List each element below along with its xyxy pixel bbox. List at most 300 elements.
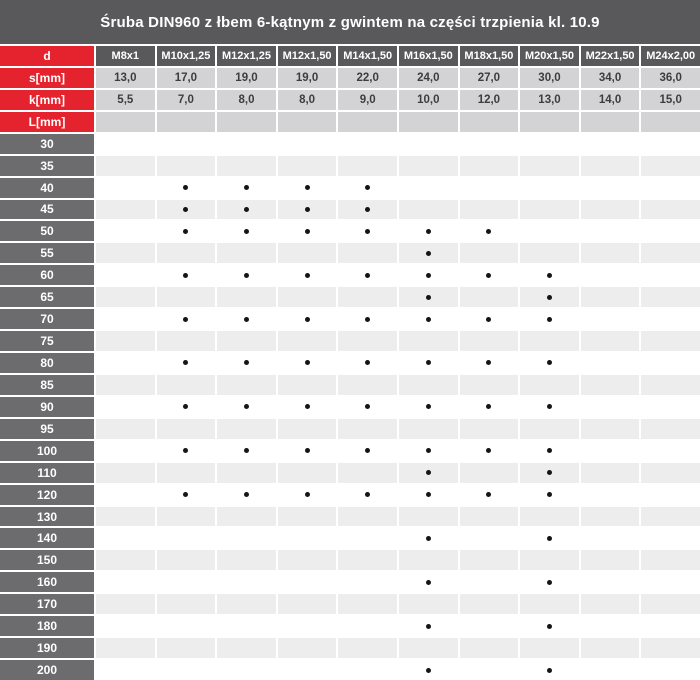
availability-cell (641, 660, 700, 680)
availability-dot (183, 492, 188, 497)
availability-cell (581, 638, 640, 658)
availability-cell (338, 419, 397, 439)
availability-cell (278, 660, 337, 680)
availability-cell (581, 572, 640, 592)
availability-dot (426, 668, 431, 673)
availability-cell (96, 572, 155, 592)
availability-cell (278, 419, 337, 439)
availability-cell (460, 463, 519, 483)
availability-dot (426, 624, 431, 629)
availability-cell (581, 594, 640, 614)
availability-cell (217, 594, 276, 614)
availability-cell (460, 265, 519, 285)
availability-cell (460, 200, 519, 220)
availability-cell (96, 463, 155, 483)
availability-cell (520, 353, 579, 373)
s-value: 19,0 (217, 68, 276, 88)
availability-cell (157, 485, 216, 505)
availability-dot (547, 404, 552, 409)
availability-cell (399, 243, 458, 263)
availability-cell (157, 353, 216, 373)
length-label: 40 (0, 178, 94, 198)
length-label: 200 (0, 660, 94, 680)
length-label: 160 (0, 572, 94, 592)
availability-cell (520, 221, 579, 241)
availability-dot (547, 295, 552, 300)
availability-cell (96, 265, 155, 285)
empty-cell (96, 112, 155, 132)
availability-cell (520, 287, 579, 307)
availability-dot (547, 317, 552, 322)
availability-cell (217, 375, 276, 395)
availability-cell (399, 616, 458, 636)
availability-cell (157, 397, 216, 417)
availability-cell (157, 134, 216, 154)
k-value: 15,0 (641, 90, 700, 110)
availability-dot (305, 492, 310, 497)
availability-cell (217, 660, 276, 680)
k-value: 8,0 (217, 90, 276, 110)
availability-dot (305, 207, 310, 212)
availability-cell (157, 309, 216, 329)
availability-dot (486, 229, 491, 234)
availability-cell (460, 550, 519, 570)
availability-cell (460, 243, 519, 263)
availability-cell (641, 200, 700, 220)
availability-cell (278, 331, 337, 351)
availability-cell (460, 572, 519, 592)
availability-cell (338, 507, 397, 527)
availability-cell (96, 419, 155, 439)
availability-cell (278, 200, 337, 220)
availability-cell (460, 353, 519, 373)
length-label: 65 (0, 287, 94, 307)
availability-cell (96, 550, 155, 570)
availability-cell (157, 287, 216, 307)
availability-cell (520, 200, 579, 220)
k-value: 13,0 (520, 90, 579, 110)
availability-cell (157, 200, 216, 220)
availability-cell (581, 616, 640, 636)
availability-cell (338, 638, 397, 658)
availability-cell (278, 507, 337, 527)
availability-cell (581, 134, 640, 154)
s-value: 24,0 (399, 68, 458, 88)
availability-dot (547, 273, 552, 278)
column-header-m18x1-50: M18x1,50 (460, 46, 519, 66)
availability-cell (338, 660, 397, 680)
empty-cell (641, 112, 700, 132)
availability-dot (183, 404, 188, 409)
availability-cell (460, 441, 519, 461)
availability-cell (641, 309, 700, 329)
availability-cell (520, 134, 579, 154)
availability-cell (641, 331, 700, 351)
availability-cell (520, 594, 579, 614)
s-value: 36,0 (641, 68, 700, 88)
availability-cell (338, 200, 397, 220)
empty-cell (217, 112, 276, 132)
availability-cell (217, 178, 276, 198)
availability-cell (278, 178, 337, 198)
availability-cell (581, 441, 640, 461)
availability-cell (460, 309, 519, 329)
availability-cell (399, 550, 458, 570)
k-value: 10,0 (399, 90, 458, 110)
k-value: 5,5 (96, 90, 155, 110)
availability-cell (338, 485, 397, 505)
availability-cell (581, 397, 640, 417)
availability-cell (520, 660, 579, 680)
availability-cell (399, 287, 458, 307)
availability-cell (460, 528, 519, 548)
availability-cell (338, 265, 397, 285)
availability-cell (520, 638, 579, 658)
availability-cell (96, 287, 155, 307)
availability-cell (338, 441, 397, 461)
availability-cell (520, 397, 579, 417)
availability-dot (486, 404, 491, 409)
length-label: 45 (0, 200, 94, 220)
availability-cell (460, 507, 519, 527)
availability-cell (278, 134, 337, 154)
availability-dot (426, 492, 431, 497)
availability-cell (460, 221, 519, 241)
availability-dot (547, 624, 552, 629)
k-value: 9,0 (338, 90, 397, 110)
availability-cell (641, 507, 700, 527)
length-label: 150 (0, 550, 94, 570)
spec-table (0, 46, 700, 680)
availability-dot (486, 317, 491, 322)
availability-cell (399, 572, 458, 592)
availability-cell (278, 441, 337, 461)
availability-cell (399, 309, 458, 329)
availability-cell (217, 419, 276, 439)
availability-dot (426, 273, 431, 278)
availability-cell (96, 594, 155, 614)
availability-cell (217, 485, 276, 505)
availability-cell (217, 463, 276, 483)
availability-cell (96, 134, 155, 154)
availability-cell (641, 528, 700, 548)
availability-dot (426, 536, 431, 541)
availability-cell (157, 572, 216, 592)
column-header-m8x1: M8x1 (96, 46, 155, 66)
length-label: 35 (0, 156, 94, 176)
availability-cell (157, 660, 216, 680)
availability-dot (426, 470, 431, 475)
availability-cell (278, 265, 337, 285)
availability-cell (399, 419, 458, 439)
availability-cell (217, 616, 276, 636)
availability-cell (460, 485, 519, 505)
availability-cell (96, 353, 155, 373)
availability-cell (217, 397, 276, 417)
availability-cell (96, 178, 155, 198)
availability-cell (641, 397, 700, 417)
availability-cell (581, 309, 640, 329)
availability-dot (486, 273, 491, 278)
availability-cell (157, 178, 216, 198)
availability-cell (581, 660, 640, 680)
length-label: 70 (0, 309, 94, 329)
availability-cell (520, 331, 579, 351)
availability-dot (426, 448, 431, 453)
availability-dot (244, 404, 249, 409)
length-label: 80 (0, 353, 94, 373)
availability-cell (641, 375, 700, 395)
availability-cell (278, 156, 337, 176)
availability-cell (581, 243, 640, 263)
availability-cell (581, 419, 640, 439)
availability-cell (278, 221, 337, 241)
corner-label-d: d (0, 46, 94, 66)
availability-dot (305, 185, 310, 190)
availability-cell (278, 287, 337, 307)
row-label-length: L[mm] (0, 112, 94, 132)
availability-cell (399, 178, 458, 198)
availability-cell (157, 638, 216, 658)
availability-cell (338, 528, 397, 548)
length-label: 90 (0, 397, 94, 417)
s-value: 27,0 (460, 68, 519, 88)
availability-cell (96, 397, 155, 417)
s-value: 19,0 (278, 68, 337, 88)
s-value: 22,0 (338, 68, 397, 88)
availability-cell (399, 331, 458, 351)
availability-dot (183, 360, 188, 365)
availability-cell (641, 178, 700, 198)
availability-dot (244, 317, 249, 322)
column-header-m20x1-50: M20x1,50 (520, 46, 579, 66)
s-value: 34,0 (581, 68, 640, 88)
availability-cell (641, 353, 700, 373)
column-header-m12x1-50: M12x1,50 (278, 46, 337, 66)
availability-cell (520, 243, 579, 263)
availability-cell (399, 638, 458, 658)
availability-cell (278, 572, 337, 592)
availability-cell (157, 419, 216, 439)
availability-cell (278, 309, 337, 329)
availability-cell (520, 616, 579, 636)
availability-cell (338, 331, 397, 351)
availability-cell (581, 221, 640, 241)
availability-cell (217, 200, 276, 220)
availability-cell (338, 572, 397, 592)
availability-cell (96, 331, 155, 351)
availability-cell (157, 375, 216, 395)
availability-cell (278, 397, 337, 417)
k-value: 7,0 (157, 90, 216, 110)
availability-dot (547, 470, 552, 475)
availability-dot (547, 492, 552, 497)
availability-cell (338, 221, 397, 241)
availability-dot (365, 448, 370, 453)
availability-cell (217, 550, 276, 570)
availability-cell (96, 638, 155, 658)
availability-cell (157, 507, 216, 527)
availability-cell (278, 528, 337, 548)
availability-cell (96, 616, 155, 636)
availability-dot (547, 536, 552, 541)
availability-cell (581, 156, 640, 176)
availability-cell (157, 265, 216, 285)
availability-dot (183, 273, 188, 278)
length-label: 110 (0, 463, 94, 483)
empty-cell (157, 112, 216, 132)
availability-cell (96, 243, 155, 263)
availability-dot (305, 229, 310, 234)
availability-cell (581, 463, 640, 483)
s-value: 17,0 (157, 68, 216, 88)
availability-cell (641, 572, 700, 592)
availability-cell (157, 463, 216, 483)
availability-cell (520, 507, 579, 527)
availability-cell (399, 156, 458, 176)
k-value: 8,0 (278, 90, 337, 110)
availability-cell (399, 660, 458, 680)
availability-cell (520, 156, 579, 176)
availability-cell (399, 200, 458, 220)
availability-dot (183, 207, 188, 212)
availability-cell (641, 550, 700, 570)
availability-dot (426, 360, 431, 365)
availability-cell (217, 528, 276, 548)
column-header-m14x1-50: M14x1,50 (338, 46, 397, 66)
availability-cell (399, 221, 458, 241)
availability-dot (365, 404, 370, 409)
availability-cell (217, 156, 276, 176)
availability-cell (96, 309, 155, 329)
availability-dot (244, 360, 249, 365)
availability-cell (217, 134, 276, 154)
availability-cell (338, 353, 397, 373)
empty-cell (399, 112, 458, 132)
length-label: 180 (0, 616, 94, 636)
availability-cell (338, 156, 397, 176)
availability-cell (338, 594, 397, 614)
availability-cell (520, 485, 579, 505)
length-label: 50 (0, 221, 94, 241)
availability-cell (278, 638, 337, 658)
availability-cell (520, 309, 579, 329)
availability-cell (278, 463, 337, 483)
availability-dot (547, 448, 552, 453)
column-header-m10x1-25: M10x1,25 (157, 46, 216, 66)
availability-cell (278, 485, 337, 505)
availability-cell (217, 265, 276, 285)
availability-cell (399, 485, 458, 505)
availability-dot (183, 448, 188, 453)
empty-cell (338, 112, 397, 132)
availability-dot (365, 317, 370, 322)
availability-cell (217, 221, 276, 241)
availability-dot (244, 448, 249, 453)
column-header-m24x2-00: M24x2,00 (641, 46, 700, 66)
availability-cell (96, 485, 155, 505)
length-label: 100 (0, 441, 94, 461)
availability-cell (157, 243, 216, 263)
availability-dot (486, 360, 491, 365)
availability-cell (157, 550, 216, 570)
availability-cell (520, 572, 579, 592)
availability-cell (581, 485, 640, 505)
availability-cell (338, 287, 397, 307)
availability-cell (96, 528, 155, 548)
availability-cell (217, 331, 276, 351)
availability-cell (460, 419, 519, 439)
availability-cell (581, 265, 640, 285)
availability-cell (217, 309, 276, 329)
availability-cell (460, 638, 519, 658)
availability-cell (581, 200, 640, 220)
column-header-m22x1-50: M22x1,50 (581, 46, 640, 66)
availability-cell (520, 375, 579, 395)
availability-cell (641, 265, 700, 285)
availability-cell (338, 375, 397, 395)
availability-dot (183, 317, 188, 322)
availability-cell (460, 660, 519, 680)
availability-cell (460, 156, 519, 176)
availability-dot (183, 185, 188, 190)
availability-cell (399, 441, 458, 461)
availability-cell (278, 375, 337, 395)
availability-dot (426, 251, 431, 256)
length-label: 60 (0, 265, 94, 285)
availability-cell (338, 397, 397, 417)
length-label: 55 (0, 243, 94, 263)
availability-cell (581, 287, 640, 307)
availability-dot (486, 492, 491, 497)
availability-cell (460, 287, 519, 307)
availability-cell (338, 463, 397, 483)
availability-dot (183, 229, 188, 234)
availability-cell (399, 397, 458, 417)
availability-cell (520, 178, 579, 198)
availability-dot (426, 404, 431, 409)
availability-cell (278, 243, 337, 263)
availability-dot (244, 185, 249, 190)
availability-dot (305, 448, 310, 453)
availability-cell (520, 265, 579, 285)
availability-dot (365, 492, 370, 497)
length-label: 95 (0, 419, 94, 439)
availability-cell (399, 375, 458, 395)
empty-cell (460, 112, 519, 132)
column-header-m16x1-50: M16x1,50 (399, 46, 458, 66)
availability-dot (244, 229, 249, 234)
title-bar (0, 0, 700, 44)
availability-cell (217, 638, 276, 658)
s-value: 30,0 (520, 68, 579, 88)
availability-cell (278, 353, 337, 373)
availability-cell (581, 331, 640, 351)
availability-cell (96, 441, 155, 461)
length-label: 170 (0, 594, 94, 614)
availability-cell (96, 221, 155, 241)
availability-cell (399, 507, 458, 527)
availability-cell (641, 616, 700, 636)
availability-cell (217, 287, 276, 307)
availability-dot (547, 360, 552, 365)
availability-cell (217, 441, 276, 461)
availability-cell (460, 594, 519, 614)
availability-cell (217, 572, 276, 592)
length-label: 120 (0, 485, 94, 505)
length-label: 140 (0, 528, 94, 548)
availability-cell (641, 221, 700, 241)
